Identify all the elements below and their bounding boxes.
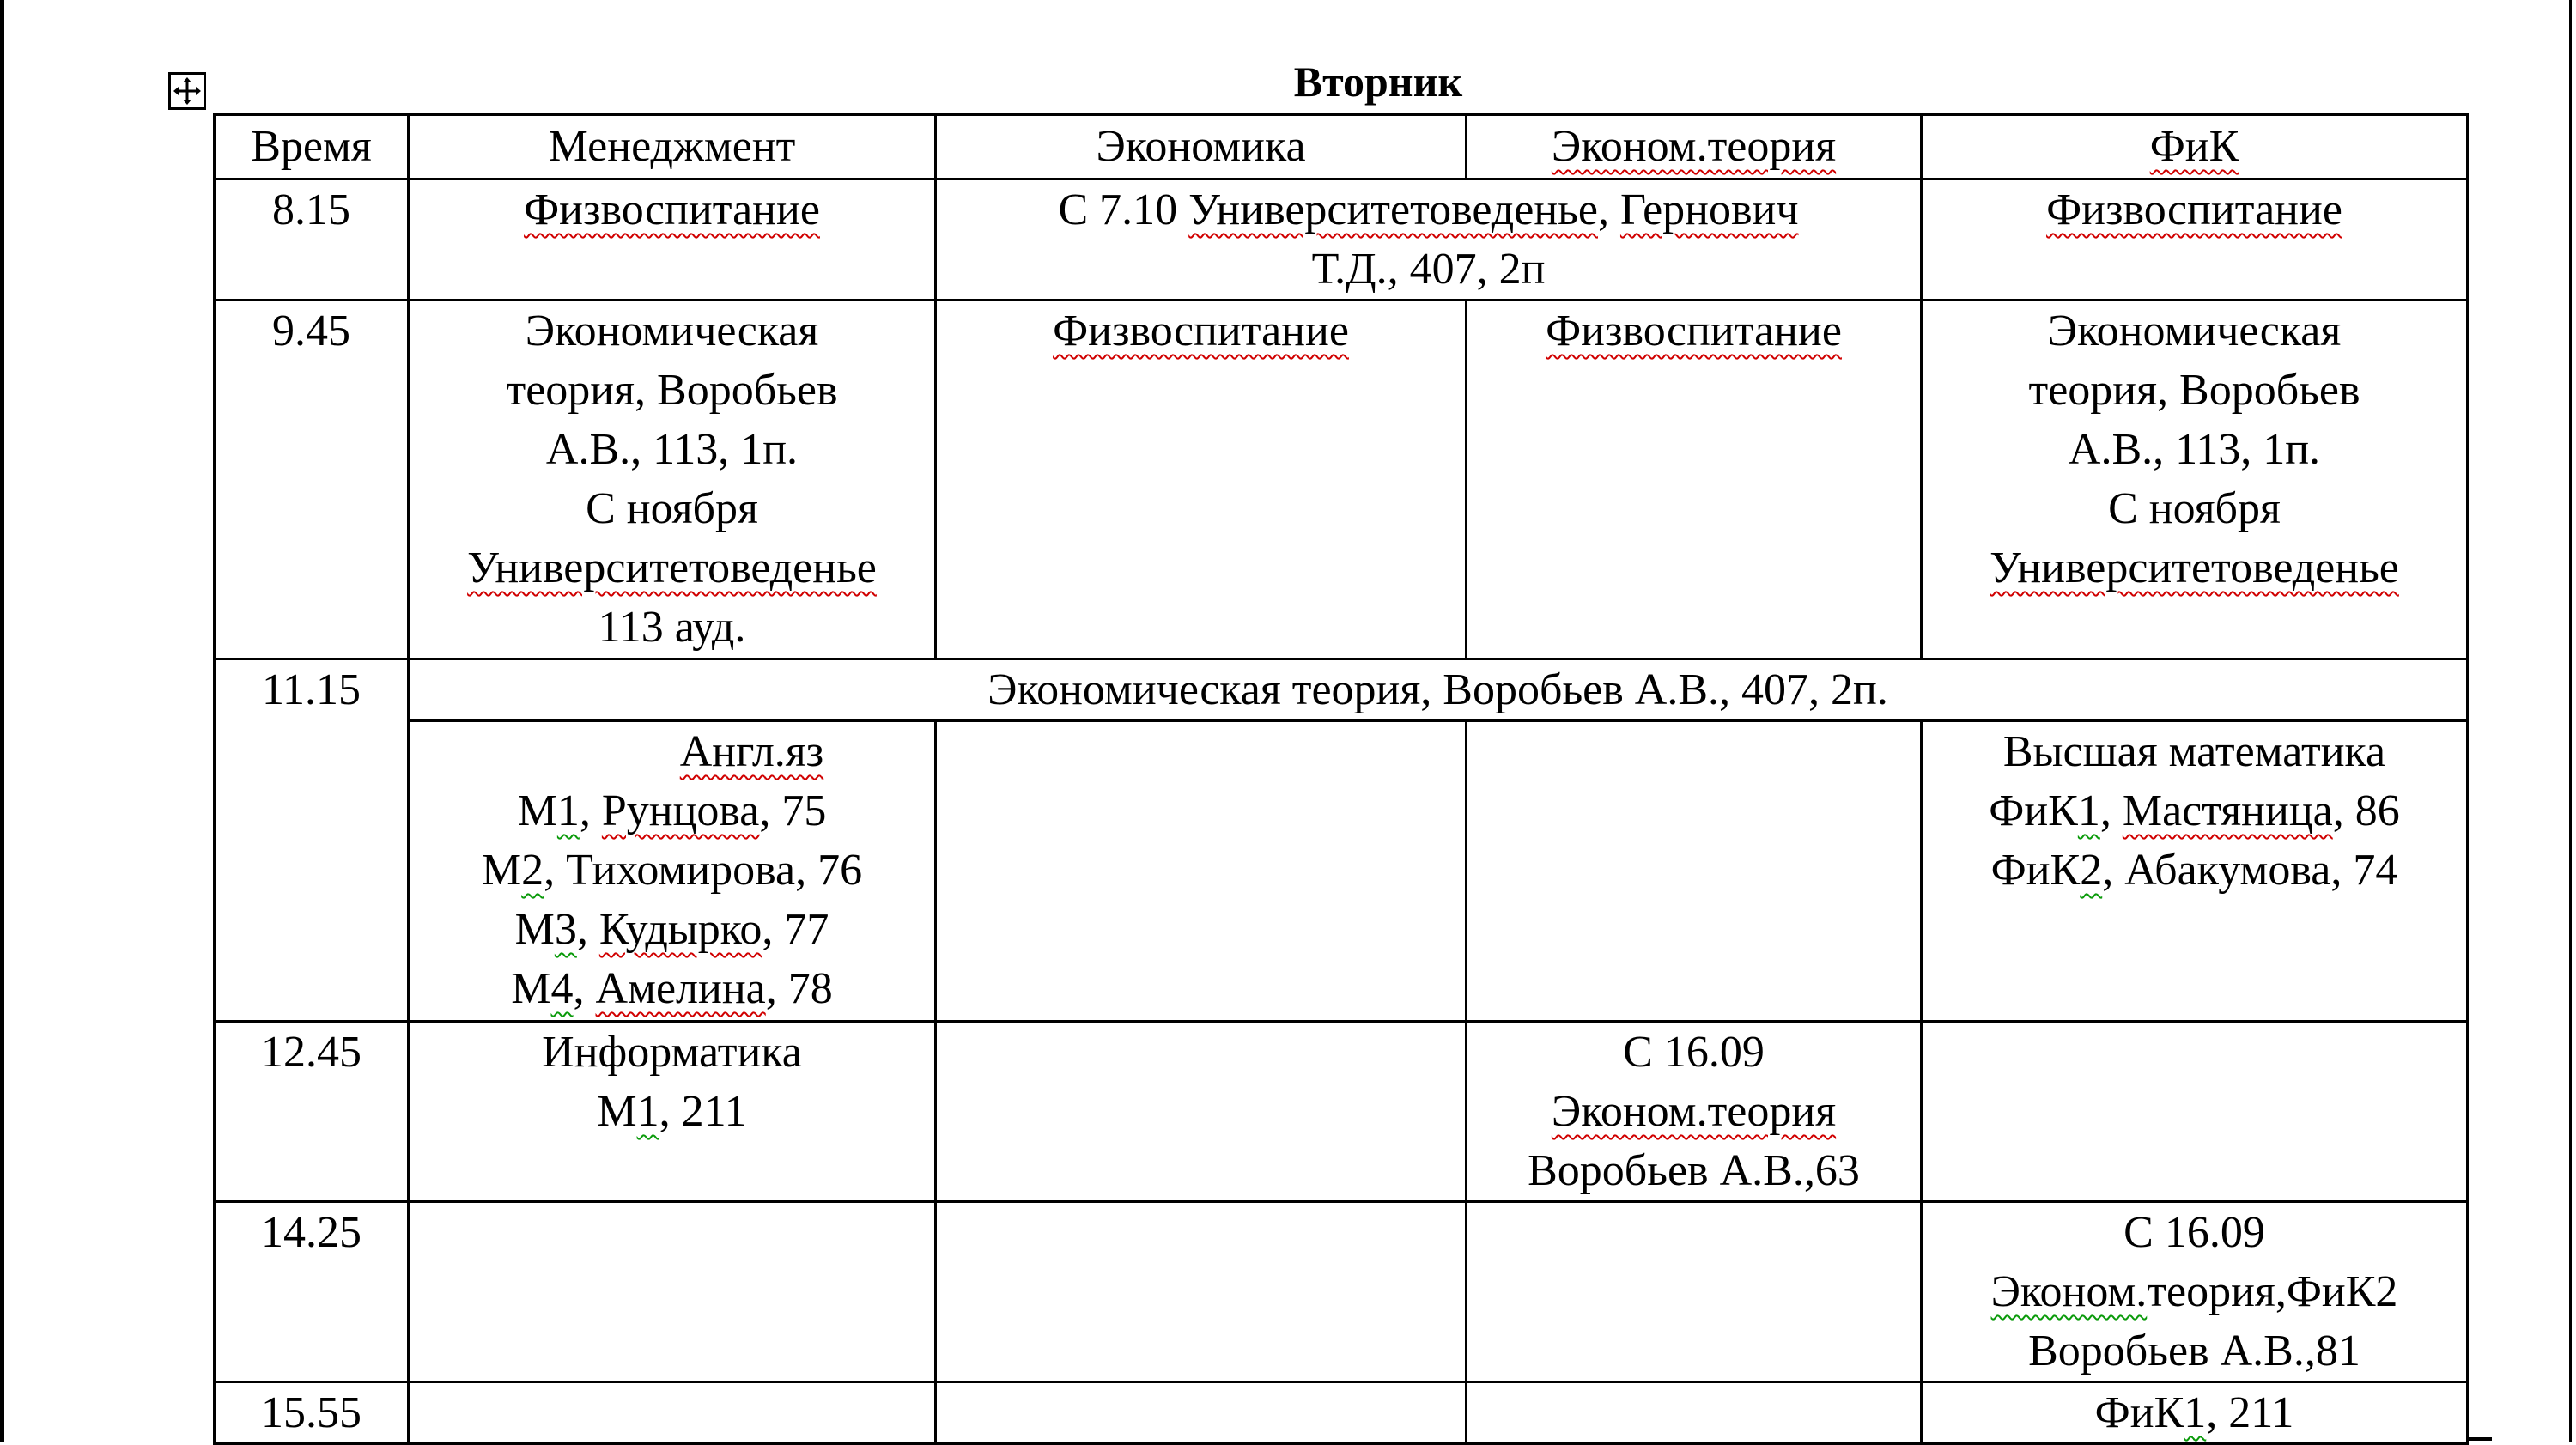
header-econ-theory: Эконом.теория <box>1467 115 1922 179</box>
page-corner-mark <box>2466 1437 2492 1441</box>
cell-fik: Высшая математика ФиК1, Мастяница, 86 ФиК2, Абакумова, 74 <box>1922 721 2468 1022</box>
cell-management <box>409 1202 936 1382</box>
table-row <box>215 1202 2468 1382</box>
cell-merged-economics-theory: С 7.10 Университетоведенье, Гернович Т.Д., 407, 2п <box>936 179 1922 301</box>
cell-management: Информатика М1, 211 <box>409 1022 936 1202</box>
day-title: Вторник <box>1293 58 1463 106</box>
cell-econ-theory <box>1467 721 1922 1022</box>
cell-management: Физвоспитание <box>409 179 936 301</box>
cell-merged-all: Экономическая теория, Воробьев А.В., 407, 2п. <box>409 659 2468 721</box>
cell-econ-theory: Физвоспитание <box>1467 301 1922 659</box>
page-edge-right <box>2569 0 2572 1442</box>
header-management: Менеджмент <box>409 115 936 179</box>
cell-management: Англ.яз М1, Рунцова, 75 М2, Тихомирова, 76 М3, Кудырко, 77 М4, Амелина, 78 <box>409 721 936 1022</box>
cell-management: Экономическая теория, Воробьев А.В., 113, 1п. С ноября Университетоведенье 113 ауд. <box>409 301 936 659</box>
cell-fik: Физвоспитание <box>1922 179 2468 301</box>
time-cell: 14.25 <box>215 1202 409 1382</box>
time-cell: 9.45 <box>215 301 409 659</box>
table-row <box>215 1382 2468 1444</box>
table-row <box>215 721 2468 1022</box>
cell-management <box>409 1382 936 1444</box>
table-move-handle-icon[interactable] <box>168 72 206 110</box>
cell-econ-theory <box>1467 1382 1922 1444</box>
time-cell: 12.45 <box>215 1022 409 1202</box>
schedule-table <box>213 113 2469 1445</box>
page-edge-left <box>0 0 4 1442</box>
header-economics: Экономика <box>936 115 1467 179</box>
header-fik: ФиК <box>1922 115 2468 179</box>
cell-fik: Экономическая теория, Воробьев А.В., 113, 1п. С ноября Университетоведенье <box>1922 301 2468 659</box>
cell-econ-theory <box>1467 1202 1922 1382</box>
header-row <box>215 115 2468 179</box>
cell-fik: С 16.09 Эконом.теория,ФиК2 Воробьев А.В.,81 <box>1922 1202 2468 1382</box>
table-row <box>215 1022 2468 1202</box>
cell-economics <box>936 721 1467 1022</box>
table-row <box>215 301 2468 659</box>
header-time: Время <box>215 115 409 179</box>
cell-economics <box>936 1382 1467 1444</box>
table-row <box>215 659 2468 721</box>
cell-economics: Физвоспитание <box>936 301 1467 659</box>
cell-economics <box>936 1022 1467 1202</box>
cell-econ-theory: С 16.09 Эконом.теория Воробьев А.В.,63 <box>1467 1022 1922 1202</box>
cell-fik <box>1922 1022 2468 1202</box>
cell-fik: ФиК1, 211 <box>1922 1382 2468 1444</box>
time-cell: 8.15 <box>215 179 409 301</box>
table-row <box>215 179 2468 301</box>
cell-economics <box>936 1202 1467 1382</box>
time-cell: 11.15 <box>215 659 409 1022</box>
time-cell: 15.55 <box>215 1382 409 1444</box>
